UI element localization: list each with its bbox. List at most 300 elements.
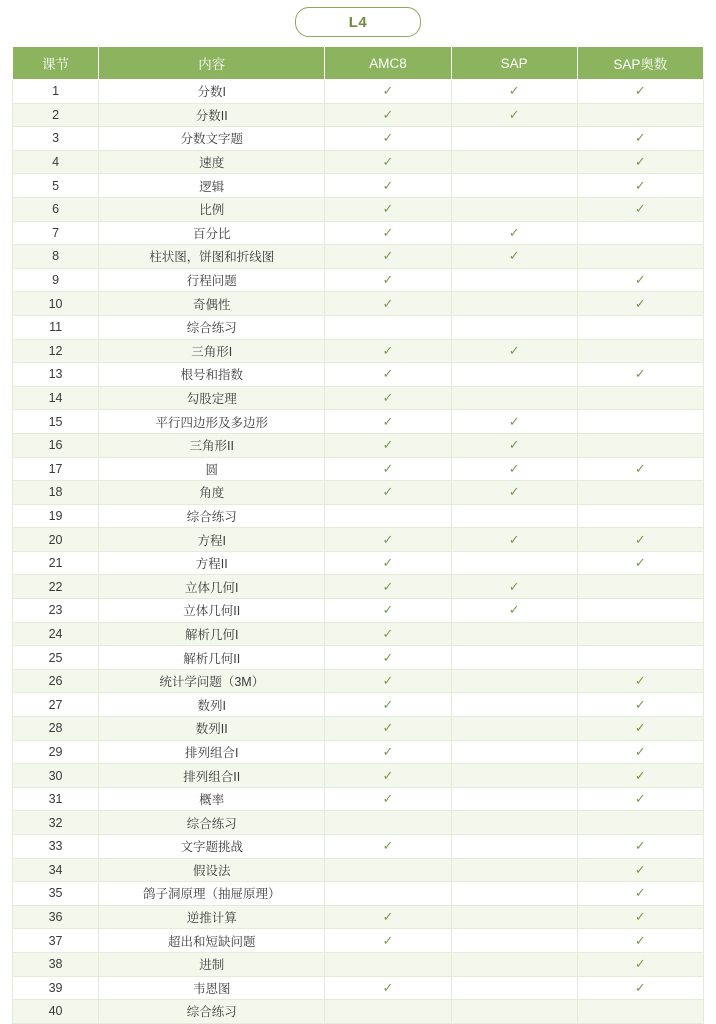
- cell-sap: [451, 1000, 577, 1024]
- cell-sap-olympiad: [577, 481, 703, 505]
- cell-amc8: [325, 599, 451, 623]
- cell-sap: [451, 599, 577, 623]
- cell-content: 角度: [99, 481, 325, 505]
- check-icon: ✓: [508, 342, 520, 358]
- cell-amc8: [325, 835, 451, 859]
- check-icon: ✓: [382, 295, 394, 311]
- cell-amc8: [325, 858, 451, 882]
- cell-sap: [451, 197, 577, 221]
- cell-amc8: [325, 127, 451, 151]
- cell-content: 韦恩图: [99, 976, 325, 1000]
- cell-sap: [451, 127, 577, 151]
- table-header-row: [13, 47, 704, 80]
- cell-sap-olympiad: [577, 174, 703, 198]
- table-row: [13, 858, 704, 882]
- cell-lesson: 22: [13, 575, 99, 599]
- cell-sap: [451, 433, 577, 457]
- table-row: [13, 1000, 704, 1024]
- table-row: [13, 929, 704, 953]
- cell-sap: [451, 717, 577, 741]
- table-row: [13, 103, 704, 127]
- cell-content: 数列II: [99, 717, 325, 741]
- cell-lesson: 4: [13, 150, 99, 174]
- check-icon: ✓: [634, 555, 646, 571]
- cell-sap-olympiad: [577, 764, 703, 788]
- check-icon: ✓: [382, 484, 394, 500]
- cell-amc8: [325, 551, 451, 575]
- check-icon: ✓: [382, 979, 394, 995]
- table-row: [13, 150, 704, 174]
- cell-sap: [451, 622, 577, 646]
- check-icon: ✓: [382, 625, 394, 641]
- cell-sap-olympiad: [577, 457, 703, 481]
- cell-amc8: [325, 150, 451, 174]
- cell-sap-olympiad: [577, 339, 703, 363]
- cell-lesson: 40: [13, 1000, 99, 1024]
- cell-lesson: 33: [13, 835, 99, 859]
- cell-sap: [451, 504, 577, 528]
- table-row: [13, 315, 704, 339]
- check-icon: ✓: [382, 673, 394, 689]
- check-icon: ✓: [382, 154, 394, 170]
- table-row: [13, 882, 704, 906]
- cell-amc8: [325, 952, 451, 976]
- cell-lesson: 27: [13, 693, 99, 717]
- table-row: [13, 433, 704, 457]
- cell-sap-olympiad: [577, 740, 703, 764]
- cell-content: 方程II: [99, 551, 325, 575]
- cell-content: 排列组合I: [99, 740, 325, 764]
- cell-lesson: 14: [13, 386, 99, 410]
- cell-content: 立体几何I: [99, 575, 325, 599]
- cell-sap: [451, 693, 577, 717]
- table-row: [13, 127, 704, 151]
- table-row: [13, 481, 704, 505]
- cell-lesson: 36: [13, 905, 99, 929]
- check-icon: ✓: [634, 201, 646, 217]
- column-header-sap: SAP: [451, 47, 577, 80]
- cell-lesson: 31: [13, 787, 99, 811]
- cell-amc8: [325, 221, 451, 245]
- cell-lesson: 35: [13, 882, 99, 906]
- cell-lesson: 5: [13, 174, 99, 198]
- table-row: [13, 197, 704, 221]
- cell-amc8: [325, 905, 451, 929]
- cell-lesson: 9: [13, 268, 99, 292]
- cell-amc8: [325, 174, 451, 198]
- cell-content: 三角形II: [99, 433, 325, 457]
- cell-sap: [451, 528, 577, 552]
- cell-sap-olympiad: [577, 622, 703, 646]
- check-icon: ✓: [634, 673, 646, 689]
- cell-content: 柱状图，饼图和折线图: [99, 245, 325, 269]
- table-row: [13, 835, 704, 859]
- cell-amc8: [325, 882, 451, 906]
- cell-content: 文字题挑战: [99, 835, 325, 859]
- check-icon: ✓: [382, 932, 394, 948]
- cell-content: 解析几何I: [99, 622, 325, 646]
- cell-amc8: [325, 976, 451, 1000]
- check-icon: ✓: [634, 885, 646, 901]
- table-row: [13, 221, 704, 245]
- check-icon: ✓: [634, 979, 646, 995]
- cell-sap: [451, 952, 577, 976]
- check-icon: ✓: [382, 909, 394, 925]
- cell-amc8: [325, 245, 451, 269]
- cell-content: 分数II: [99, 103, 325, 127]
- table-row: [13, 905, 704, 929]
- cell-content: 奇偶性: [99, 292, 325, 316]
- cell-sap: [451, 858, 577, 882]
- check-icon: ✓: [382, 106, 394, 122]
- cell-lesson: 23: [13, 599, 99, 623]
- cell-content: 进制: [99, 952, 325, 976]
- cell-content: 根号和指数: [99, 363, 325, 387]
- cell-content: 鸽子洞原理（抽屉原理）: [99, 882, 325, 906]
- cell-sap: [451, 740, 577, 764]
- cell-sap: [451, 315, 577, 339]
- check-icon: ✓: [508, 484, 520, 500]
- cell-lesson: 26: [13, 669, 99, 693]
- check-icon: ✓: [508, 106, 520, 122]
- cell-amc8: [325, 268, 451, 292]
- table-row: [13, 599, 704, 623]
- table-row: [13, 504, 704, 528]
- cell-sap-olympiad: [577, 1000, 703, 1024]
- check-icon: ✓: [382, 272, 394, 288]
- cell-lesson: 17: [13, 457, 99, 481]
- check-icon: ✓: [382, 201, 394, 217]
- cell-sap: [451, 481, 577, 505]
- check-icon: ✓: [382, 649, 394, 665]
- cell-content: 勾股定理: [99, 386, 325, 410]
- cell-amc8: [325, 622, 451, 646]
- check-icon: ✓: [508, 531, 520, 547]
- cell-sap: [451, 410, 577, 434]
- cell-sap: [451, 245, 577, 269]
- cell-sap-olympiad: [577, 127, 703, 151]
- cell-sap-olympiad: [577, 929, 703, 953]
- cell-content: 圆: [99, 457, 325, 481]
- cell-lesson: 21: [13, 551, 99, 575]
- table-row: [13, 764, 704, 788]
- cell-lesson: 38: [13, 952, 99, 976]
- cell-content: 概率: [99, 787, 325, 811]
- cell-amc8: [325, 197, 451, 221]
- cell-amc8: [325, 575, 451, 599]
- cell-lesson: 32: [13, 811, 99, 835]
- cell-sap-olympiad: [577, 599, 703, 623]
- cell-sap-olympiad: [577, 882, 703, 906]
- cell-content: 百分比: [99, 221, 325, 245]
- check-icon: ✓: [382, 130, 394, 146]
- check-icon: ✓: [382, 602, 394, 618]
- table-row: [13, 976, 704, 1000]
- cell-lesson: 16: [13, 433, 99, 457]
- check-icon: ✓: [382, 555, 394, 571]
- cell-amc8: [325, 457, 451, 481]
- check-icon: ✓: [382, 83, 394, 99]
- check-icon: ✓: [382, 720, 394, 736]
- column-header-lesson: 课节: [13, 47, 99, 80]
- cell-content: 比例: [99, 197, 325, 221]
- cell-content: 解析几何II: [99, 646, 325, 670]
- table-row: [13, 245, 704, 269]
- table-row: [13, 292, 704, 316]
- table-row: [13, 457, 704, 481]
- cell-content: 综合练习: [99, 504, 325, 528]
- cell-sap-olympiad: [577, 103, 703, 127]
- table-row: [13, 386, 704, 410]
- cell-sap-olympiad: [577, 268, 703, 292]
- table-row: [13, 717, 704, 741]
- table-row: [13, 740, 704, 764]
- cell-amc8: [325, 811, 451, 835]
- cell-amc8: [325, 433, 451, 457]
- check-icon: ✓: [382, 696, 394, 712]
- cell-sap-olympiad: [577, 787, 703, 811]
- check-icon: ✓: [634, 861, 646, 877]
- table-body: [13, 80, 704, 1024]
- cell-sap-olympiad: [577, 292, 703, 316]
- cell-content: 数列I: [99, 693, 325, 717]
- cell-content: 综合练习: [99, 811, 325, 835]
- check-icon: ✓: [508, 578, 520, 594]
- cell-amc8: [325, 528, 451, 552]
- cell-amc8: [325, 764, 451, 788]
- cell-amc8: [325, 410, 451, 434]
- check-icon: ✓: [508, 248, 520, 264]
- cell-amc8: [325, 787, 451, 811]
- table-row: [13, 787, 704, 811]
- cell-sap: [451, 292, 577, 316]
- cell-content: 综合练习: [99, 315, 325, 339]
- check-icon: ✓: [508, 437, 520, 453]
- check-icon: ✓: [634, 696, 646, 712]
- level-badge-row: [0, 0, 716, 46]
- check-icon: ✓: [634, 366, 646, 382]
- check-icon: ✓: [508, 460, 520, 476]
- cell-content: 三角形I: [99, 339, 325, 363]
- check-icon: ✓: [634, 767, 646, 783]
- cell-lesson: 30: [13, 764, 99, 788]
- check-icon: ✓: [382, 437, 394, 453]
- cell-sap-olympiad: [577, 646, 703, 670]
- cell-content: 分数I: [99, 80, 325, 104]
- cell-lesson: 20: [13, 528, 99, 552]
- cell-sap-olympiad: [577, 528, 703, 552]
- cell-lesson: 29: [13, 740, 99, 764]
- check-icon: ✓: [382, 743, 394, 759]
- cell-sap: [451, 811, 577, 835]
- cell-sap-olympiad: [577, 315, 703, 339]
- table-row: [13, 268, 704, 292]
- check-icon: ✓: [634, 460, 646, 476]
- cell-sap: [451, 929, 577, 953]
- cell-sap-olympiad: [577, 669, 703, 693]
- cell-amc8: [325, 80, 451, 104]
- check-icon: ✓: [382, 366, 394, 382]
- curriculum-table: [12, 46, 704, 1024]
- cell-lesson: 24: [13, 622, 99, 646]
- cell-sap: [451, 905, 577, 929]
- check-icon: ✓: [382, 838, 394, 854]
- table-row: [13, 693, 704, 717]
- cell-sap-olympiad: [577, 811, 703, 835]
- cell-sap-olympiad: [577, 976, 703, 1000]
- cell-lesson: 7: [13, 221, 99, 245]
- table-row: [13, 551, 704, 575]
- cell-sap-olympiad: [577, 433, 703, 457]
- cell-lesson: 13: [13, 363, 99, 387]
- table-row: [13, 339, 704, 363]
- cell-sap-olympiad: [577, 905, 703, 929]
- cell-lesson: 37: [13, 929, 99, 953]
- check-icon: ✓: [382, 578, 394, 594]
- cell-amc8: [325, 740, 451, 764]
- cell-sap: [451, 669, 577, 693]
- check-icon: ✓: [634, 130, 646, 146]
- cell-lesson: 3: [13, 127, 99, 151]
- cell-sap-olympiad: [577, 80, 703, 104]
- cell-content: 方程I: [99, 528, 325, 552]
- check-icon: ✓: [382, 767, 394, 783]
- cell-content: 立体几何II: [99, 599, 325, 623]
- cell-sap: [451, 457, 577, 481]
- cell-sap: [451, 80, 577, 104]
- table-row: [13, 646, 704, 670]
- cell-sap: [451, 882, 577, 906]
- cell-lesson: 2: [13, 103, 99, 127]
- cell-lesson: 28: [13, 717, 99, 741]
- cell-sap-olympiad: [577, 245, 703, 269]
- check-icon: ✓: [382, 248, 394, 264]
- cell-lesson: 34: [13, 858, 99, 882]
- check-icon: ✓: [382, 177, 394, 193]
- cell-lesson: 8: [13, 245, 99, 269]
- table-row: [13, 528, 704, 552]
- table-row: [13, 952, 704, 976]
- cell-sap: [451, 646, 577, 670]
- cell-sap: [451, 103, 577, 127]
- cell-lesson: 15: [13, 410, 99, 434]
- cell-sap-olympiad: [577, 363, 703, 387]
- cell-amc8: [325, 646, 451, 670]
- cell-amc8: [325, 504, 451, 528]
- cell-amc8: [325, 929, 451, 953]
- cell-content: 分数文字题: [99, 127, 325, 151]
- check-icon: ✓: [634, 791, 646, 807]
- check-icon: ✓: [634, 531, 646, 547]
- cell-content: 排列组合II: [99, 764, 325, 788]
- cell-amc8: [325, 363, 451, 387]
- check-icon: ✓: [382, 460, 394, 476]
- check-icon: ✓: [382, 531, 394, 547]
- check-icon: ✓: [508, 602, 520, 618]
- table-row: [13, 363, 704, 387]
- cell-content: 速度: [99, 150, 325, 174]
- check-icon: ✓: [634, 932, 646, 948]
- cell-sap: [451, 221, 577, 245]
- check-icon: ✓: [508, 413, 520, 429]
- cell-sap: [451, 551, 577, 575]
- column-header-amc8: AMC8: [325, 47, 451, 80]
- cell-sap-olympiad: [577, 575, 703, 599]
- check-icon: ✓: [634, 838, 646, 854]
- cell-amc8: [325, 669, 451, 693]
- check-icon: ✓: [634, 154, 646, 170]
- check-icon: ✓: [634, 956, 646, 972]
- cell-sap: [451, 976, 577, 1000]
- cell-sap: [451, 339, 577, 363]
- cell-lesson: 6: [13, 197, 99, 221]
- cell-lesson: 19: [13, 504, 99, 528]
- table-row: [13, 622, 704, 646]
- cell-content: 逻辑: [99, 174, 325, 198]
- check-icon: ✓: [634, 272, 646, 288]
- check-icon: ✓: [508, 83, 520, 99]
- cell-sap: [451, 174, 577, 198]
- cell-sap: [451, 386, 577, 410]
- cell-content: 超出和短缺问题: [99, 929, 325, 953]
- level-badge: L4: [295, 7, 421, 37]
- check-icon: ✓: [382, 224, 394, 240]
- check-icon: ✓: [634, 743, 646, 759]
- check-icon: ✓: [634, 909, 646, 925]
- cell-lesson: 25: [13, 646, 99, 670]
- cell-lesson: 18: [13, 481, 99, 505]
- cell-sap: [451, 268, 577, 292]
- cell-sap: [451, 835, 577, 859]
- cell-sap-olympiad: [577, 150, 703, 174]
- cell-amc8: [325, 386, 451, 410]
- check-icon: ✓: [634, 177, 646, 193]
- column-header-content: 内容: [99, 47, 325, 80]
- cell-lesson: 12: [13, 339, 99, 363]
- cell-amc8: [325, 481, 451, 505]
- table-header: [13, 47, 704, 80]
- cell-sap-olympiad: [577, 221, 703, 245]
- cell-lesson: 39: [13, 976, 99, 1000]
- check-icon: ✓: [634, 83, 646, 99]
- cell-sap-olympiad: [577, 835, 703, 859]
- cell-amc8: [325, 292, 451, 316]
- cell-sap-olympiad: [577, 386, 703, 410]
- cell-content: 统计学问题（3M）: [99, 669, 325, 693]
- check-icon: ✓: [508, 224, 520, 240]
- cell-sap: [451, 575, 577, 599]
- cell-content: 行程问题: [99, 268, 325, 292]
- cell-sap: [451, 150, 577, 174]
- cell-sap-olympiad: [577, 717, 703, 741]
- cell-amc8: [325, 717, 451, 741]
- cell-amc8: [325, 339, 451, 363]
- table-row: [13, 410, 704, 434]
- cell-sap-olympiad: [577, 197, 703, 221]
- cell-amc8: [325, 1000, 451, 1024]
- cell-sap-olympiad: [577, 551, 703, 575]
- table-row: [13, 811, 704, 835]
- table-row: [13, 174, 704, 198]
- cell-sap-olympiad: [577, 693, 703, 717]
- cell-sap-olympiad: [577, 858, 703, 882]
- cell-amc8: [325, 315, 451, 339]
- cell-content: 假设法: [99, 858, 325, 882]
- cell-content: 平行四边形及多边形: [99, 410, 325, 434]
- cell-sap: [451, 787, 577, 811]
- check-icon: ✓: [382, 791, 394, 807]
- check-icon: ✓: [634, 720, 646, 736]
